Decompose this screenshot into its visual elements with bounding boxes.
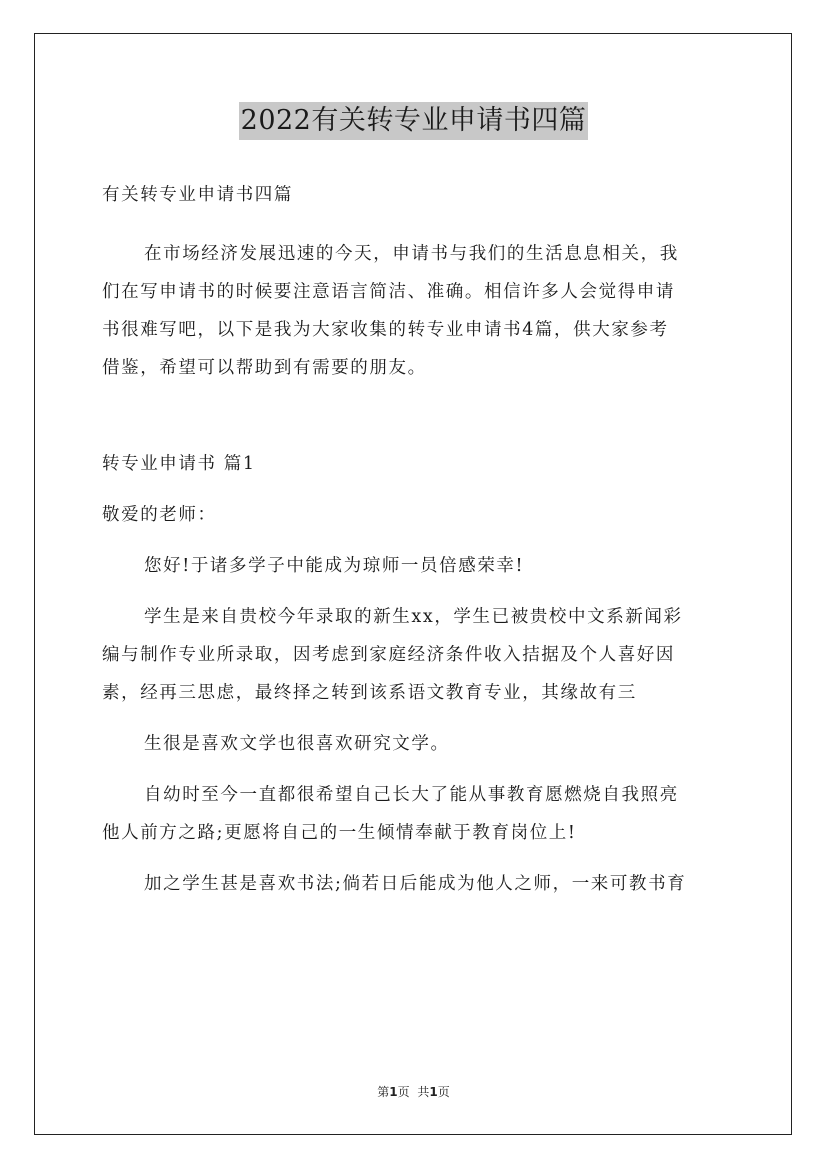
intro-line-3: 书很难写吧，以下是我为大家收集的转专业申请书4篇，供大家参考 [102,320,669,340]
intro-line-2: 们在写申请书的时候要注意语言简洁、准确。相信许多人会觉得申请 [102,282,675,302]
para3-line-1: 自幼时至今一直都很希望自己长大了能从事教育愿燃烧自我照亮 [144,785,679,805]
spacer [102,852,728,865]
spacer [102,763,728,776]
spacer [102,585,728,598]
page-unit: 页 [397,1085,410,1099]
total-label: 共 [417,1085,430,1099]
para1-line-1: 学生是来自贵校今年录取的新生xx，学生已被贵校中文系新闻彩 [144,607,683,627]
document-body [102,176,728,903]
spacer [102,214,728,235]
total-unit: 页 [437,1085,450,1099]
salutation: 敬爱的老师： [102,505,217,525]
para3-line-2: 他人前方之路;更愿将自己的一生倾情奉献于教育岗位上! [102,823,577,843]
page-label: 第 [377,1085,390,1099]
intro-line-4: 借鉴，希望可以帮助到有需要的朋友。 [102,358,427,378]
subtitle: 有关转专业申请书四篇 [102,185,293,205]
section-heading: 转专业申请书 篇1 [102,454,256,474]
spacer [102,712,728,725]
page-footer [0,1083,827,1100]
para2: 生很是喜欢文学也很喜欢研究文学。 [144,734,450,754]
spacer [102,387,728,445]
title-container [0,102,827,140]
spacer [102,534,728,547]
greeting: 您好!于诸多学子中能成为琼师一员倍感荣幸! [144,556,525,576]
total-pages: 1 [429,1085,438,1099]
page-number: 1 [389,1085,398,1099]
para4-line-1: 加之学生甚是喜欢书法;倘若日后能成为他人之师，一来可教书育 [144,874,687,894]
para1-line-3: 素，经再三思虑，最终择之转到该系语文教育专业，其缘故有三 [102,683,637,703]
para1-line-2: 编与制作专业所录取，因考虑到家庭经济条件收入拮据及个人喜好因 [102,645,675,665]
document-title: 2022有关转专业申请书四篇 [239,102,589,140]
spacer [102,483,728,496]
intro-line-1: 在市场经济发展迅速的今天，申请书与我们的生活息息相关，我 [144,244,679,264]
